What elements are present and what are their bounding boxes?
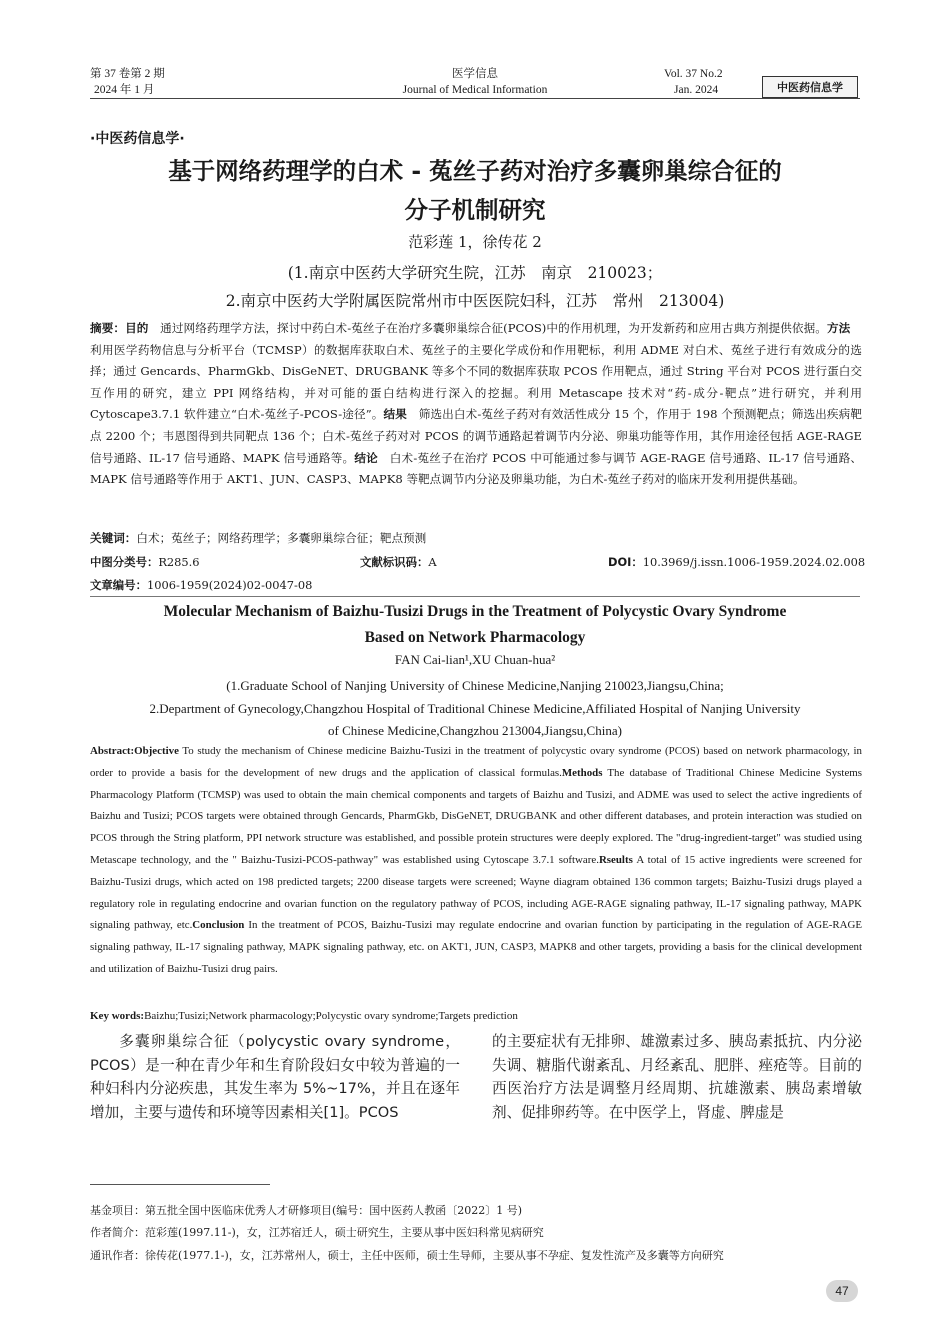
section-tag: ·中医药信息学· (90, 131, 185, 147)
footnote-author-bio: 作者简介：范彩莲(1997.11-)，女，江苏宿迁人，硕士研究生，主要从事中医妇科常见病研究 (90, 1226, 544, 1239)
journal-name-en: Journal of Medical Information (402, 84, 548, 96)
results-label-en: Rseults (598, 853, 633, 866)
keywords-en (90, 1007, 518, 1025)
conclusion-label-cn: 结论 (354, 450, 378, 465)
affiliation-en-3: of Chinese Medicine,Changzhou 213004,Jiangsu,China) (328, 723, 622, 738)
volume-issue: 第 37 卷第 2 期 (90, 68, 165, 80)
affiliation-cn-1: (1.南京中医药大学研究生院，江苏 南京 210023； (287, 264, 663, 282)
abstract-cn (90, 318, 862, 491)
document-code (360, 552, 437, 572)
footnote-divider (90, 1184, 270, 1185)
doi-value: 10.3969/j.issn.1006-1959.2024.02.008 (642, 555, 866, 569)
body-column-left: 多囊卵巢综合征（polycystic ovary syndrome，PCOS）是一种在青少年和生育阶段妇女中较为普遍的一种妇科内分泌疾患，其发生率为 5%~17%，并且在逐年增加，主要与遗传和环境等因素相关[1]。PCOS (90, 1033, 460, 1121)
keywords-label-en: Key words: (90, 1010, 145, 1022)
keywords-cn (90, 528, 862, 548)
affiliations-cn (0, 259, 950, 315)
doi (608, 552, 865, 572)
volume-issue-en: Vol. 37 No.2 (664, 68, 723, 80)
authors-cn: 范彩莲 1，徐传花 2 (408, 233, 542, 251)
conclusion-text-cn: 白术-菟丝子在治疗 PCOS 中可能通过参与调节 AGE-RAGE 信号通路、IL-17 信号通路、MAPK 信号通路等作用于 AKT1、JUN、CASP3、MAPK8 等靶点调节内分泌及卵巢功能，为白术-菟丝子药对的临床开发利用提供基础。 (90, 450, 862, 487)
abstract-divider (90, 596, 860, 597)
title-cn-line-2: 分子机制研究 (404, 196, 546, 224)
objective-label-en: Objective (134, 745, 179, 757)
section-badge: 中医药信息学 (762, 76, 858, 98)
clc-value: R285.6 (158, 555, 200, 569)
results-label-cn: 结果 (383, 407, 407, 422)
title-cn-line-1: 基于网络药理学的白术 - 菟丝子药对治疗多囊卵巢综合征的 (168, 157, 782, 185)
keywords-text-en: Baizhu;Tusizi;Network pharmacology;Polycystic ovary syndrome;Targets prediction (144, 1010, 518, 1022)
affiliation-en-2: 2.Department of Gynecology,Changzhou Hospital of Traditional Chinese Medicine,Affiliated Hospital of Nanjing University (149, 700, 801, 716)
affiliations-en (0, 675, 950, 743)
abstract-en (90, 741, 862, 981)
affiliation-cn-2: 2.南京中医药大学附属医院常州市中医医院妇科，江苏 常州 213004) (225, 292, 725, 310)
title-en-line-2: Based on Network Pharmacology (364, 629, 586, 646)
clc-label: 中图分类号： (90, 555, 159, 569)
conclusion-text-en: In the treatment of PCOS, Baizhu-Tusizi may regulate endocrine and ovarian function by participating in the regulation of AGE-RAGE signaling pathway, IL-17 signaling pathway, MAPK signaling pathway, etc. on AKT1, JUN, CASP3, MAPK8 and other targets, providing a basis for the clinical development and utilization of Baizhu-Tusizi drug pairs. (90, 919, 862, 975)
doc-label: 文献标识码： (360, 555, 429, 569)
title-en-line-1: Molecular Mechanism of Baizhu-Tusizi Drugs in the Treatment of Polycystic Ovary Syndrome (163, 603, 787, 620)
keywords-label-cn: 关键词： (90, 531, 137, 545)
objective-text-cn: 通过网络药理学方法，探讨中药白术-菟丝子在治疗多囊卵巢综合征(PCOS)中的作用机理，为开发新药和应用古典方剂提供依据。 (148, 321, 827, 335)
article-title-cn (60, 152, 890, 230)
methods-label-cn: 方法 (826, 321, 851, 335)
abstract-label-cn: 摘要： (90, 321, 126, 335)
keywords-text-cn: 白术；菟丝子；网络药理学；多囊卵巢综合征；靶点预测 (136, 531, 427, 545)
body-column-right: 的主要症状有无排卵、雄激素过多、胰岛素抵抗、内分泌失调、糖脂代谢紊乱、月经紊乱、肥胖、痤疮等。目前的西医治疗方法是调整月经周期、抗雄激素、胰岛素增敏剂、促排卵药等。在中医学上，肾虚、脾虚是 (492, 1033, 862, 1121)
methods-text-cn: 利用医学药物信息与分析平台（TCMSP）的数据库获取白术、菟丝子的主要化学成份和作用靶标，利用 ADME 对白术、菟丝子进行有效成分的选择；通过 Gencards、PharmGkb、DisGeNET、DRUGBANK 等多个不同的数据库获取 PCOS 作用靶点，通过 String 平台对 PCOS 进行蛋白交互作用的研究，建立 PPI 网络结构，并对可能的蛋白结构进行深入的挖掘。利用 Metascape 技术对“药-成分-靶点”进行研究，并利用 Cytoscape3.7.1 软件建立“白术-菟丝子-PCOS-途径”。 (90, 321, 862, 422)
conclusion-label-en: Conclusion (192, 919, 245, 932)
methods-label-en: Methods (561, 766, 603, 779)
objective-text-en: To study the mechanism of Chinese medicine Baizhu-Tusizi in the treatment of polycystic ovary syndrome (PCOS) based on network pharmacology, in order to provide a basis for the development of new drugs and the application of classical formulas. (90, 745, 862, 779)
article-number (90, 575, 312, 595)
results-text-cn: 筛选出白术-菟丝子药对有效活性成分 15 个，作用于 198 个预测靶点；筛选出疾病靶点 2200 个；韦恩图得到共同靶点 136 个；白术-菟丝子药对对 PCOS 的调节通路起着调节内分泌、卵巢功能等作用，其作用途径包括 AGE-RAGE 信号通路、IL-17 信号通路、MAPK 信号通路等。 (90, 407, 862, 465)
article-number-label: 文章编号： (90, 578, 147, 592)
article-number-value: 1006-1959(2024)02-0047-08 (146, 578, 313, 592)
header-divider (90, 98, 860, 99)
abstract-label-en: Abstract: (90, 745, 135, 757)
affiliation-en-1: (1.Graduate School of Nanjing University of Chinese Medicine,Nanjing 210023,Jiangsu,China; (226, 678, 724, 693)
objective-label-cn: 目的 (125, 321, 149, 335)
article-title-en (60, 599, 890, 651)
methods-text-en: The database of Traditional Chinese Medicine Systems Pharmacology Platform (TCMSP) was used to obtain the main chemical components and targets of Baizhu and Tusizi, and ADME was used to select the active ingredients of Baizhu and Tusizi; PCOS targets were obtained through Gencards, PharmGkb, DisGeNET, DRUGBANK and other different databases, and protein interaction was studied on PCOS through the String platform, PPI network structure was established, and possible protein structures were deeply explored. The "drug-ingredient-target" was studied using Metascape technology, and the " Baizhu-Tusizi-PCOS-pathway" was established using Cytoscape 3.7.1 software. (90, 766, 862, 866)
doi-label: DOI： (608, 555, 643, 569)
results-text-en: A total of 15 active ingredients were screened for Baizhu-Tusizi drugs, which acted on 198 predicted targets; 2200 disease targets were screened; Wayne diagram obtained 136 common targets; Baizhu-Tusizi drugs played a regulatory role in regulating endocrine and ovarian function on the regulatory pathway of PCOS, including AGE-RAGE signaling pathway, IL-17 signaling pathway, MAPK signaling pathway, etc. (90, 853, 862, 932)
publication-date-en: Jan. 2024 (674, 84, 719, 96)
clc-number (90, 552, 200, 572)
footnote-corresponding: 通讯作者：徐传花(1977.1-)，女，江苏常州人，硕士，主任中医师，硕士生导师，主要从事不孕症、复发性流产及多囊等方向研究 (90, 1249, 724, 1262)
journal-name-cn: 医学信息 (452, 68, 498, 80)
authors-en: FAN Cai-lian¹,XU Chuan-hua² (394, 652, 556, 667)
footnote-fund: 基金项目：第五批全国中医临床优秀人才研修项目(编号：国中医药人教函〔2022〕1 号) (90, 1204, 523, 1217)
journal-volume-info-en (664, 66, 723, 98)
doc-value: A (428, 555, 437, 569)
publication-date-cn: 2024 年 1 月 (94, 84, 155, 96)
page-number: 47 (826, 1280, 858, 1302)
